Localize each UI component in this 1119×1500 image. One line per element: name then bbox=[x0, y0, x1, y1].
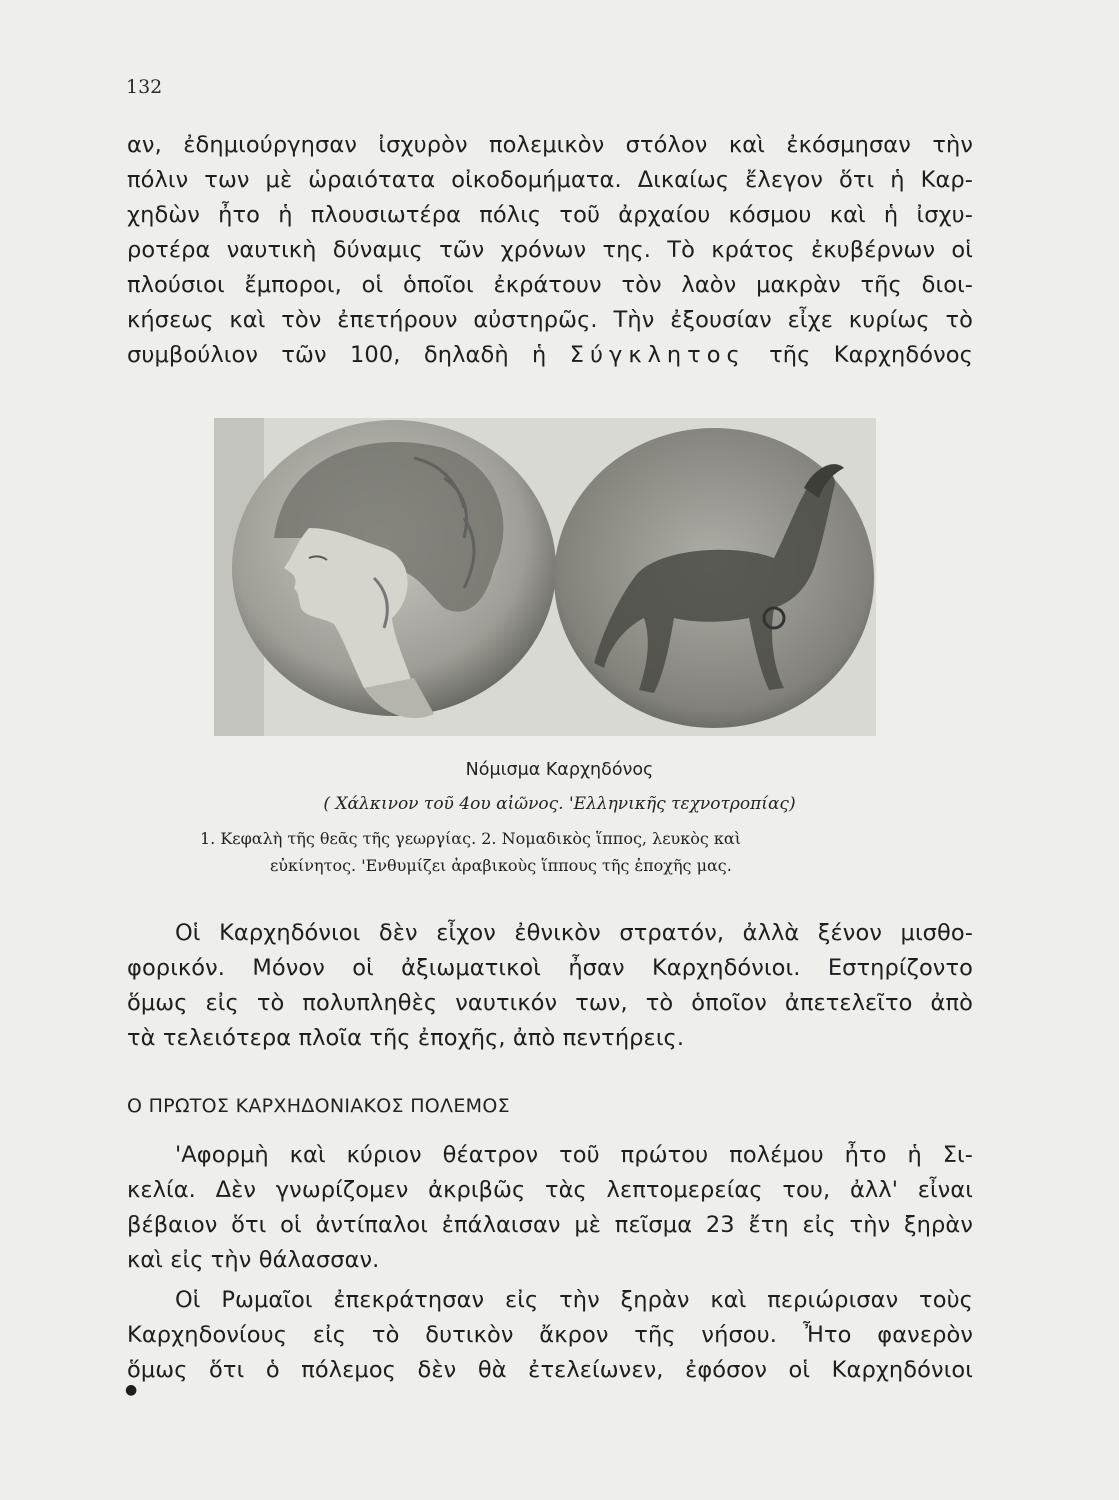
coin-reverse-horse bbox=[554, 428, 874, 728]
emphasized-word: Σύγκλητος bbox=[569, 342, 746, 368]
text-line: πόλιν των μὲ ὡραιότατα οἰκοδομήματα. Δικαίως ἔλεγον ὅτι ἡ Καρ- bbox=[127, 167, 973, 193]
ink-mark-icon: ● bbox=[125, 1382, 138, 1398]
coin-obverse-goddess-head bbox=[232, 420, 556, 718]
paragraph-first-war bbox=[127, 1138, 973, 1278]
caption-line: εὐκίνητος. 'Ενθυμίζει ἀραβικοὺς ἵππους τῆς ἐποχῆς μας. bbox=[270, 856, 732, 875]
text-line: Οἱ Ρωμαῖοι ἐπεκράτησαν εἰς τὴν ξηρὰν καὶ περιώρισαν τοὺς bbox=[175, 1287, 973, 1313]
text-line: χηδὼν ἦτο ἡ πλουσιωτέρα πόλις τοῦ ἀρχαίου κόσμου καὶ ἡ ἰσχυ- bbox=[127, 202, 973, 228]
text-line: 'Αφορμὴ καὶ κύριον θέατρον τοῦ πρώτου πολέμου ἦτο ἡ Σι- bbox=[175, 1142, 973, 1168]
page-number: 132 bbox=[126, 76, 163, 98]
text-line: κελία. Δὲν γνωρίζομεν ἀκριβῶς τὰς λεπτομερείας του, ἀλλ' εἶναι bbox=[127, 1177, 973, 1203]
text-line: κήσεως καὶ τὸν ἐπετήρουν αὐστηρῶς. Τὴν ἐξουσίαν εἶχε κυρίως τὸ bbox=[127, 307, 973, 333]
paragraph-mercenaries bbox=[127, 916, 973, 1056]
text-line: ροτέρα ναυτικὴ δύναμις τῶν χρόνων της. Τὸ κράτος ἐκυβέρνων οἱ bbox=[127, 237, 973, 263]
text-line: καὶ εἰς τὴν θάλασσαν. bbox=[127, 1247, 380, 1273]
text-fragment: τῆς Καρχηδόνος bbox=[769, 342, 973, 368]
paragraph-romans bbox=[127, 1283, 973, 1388]
figure-caption-subtitle: ( Χάλκινον τοῦ 4ου αἰῶνος. 'Ελληνικῆς τεχνοτροπίας) bbox=[323, 794, 796, 814]
section-heading: Ο ΠΡΩΤΟΣ ΚΑΡΧΗΔΟΝΙΑΚΟΣ ΠΟΛΕΜΟΣ bbox=[127, 1095, 510, 1117]
text-line: τὰ τελειότερα πλοῖα τῆς ἐποχῆς, ἀπὸ πεντήρεις. bbox=[127, 1025, 685, 1051]
text-fragment: συμβούλιον τῶν 100, δηλαδὴ ἡ bbox=[127, 342, 547, 368]
text-line: βέβαιον ὅτι οἱ ἀντίπαλοι ἐπάλαισαν μὲ πεῖσμα 23 ἔτη εἰς τὴν ξηρὰν bbox=[127, 1212, 973, 1238]
text-line: φορικόν. Μόνον οἱ ἀξιωματικοὶ ἦσαν Καρχηδόνιοι. Εστηρίζοντο bbox=[127, 955, 973, 981]
text-line: Καρχηδονίους εἰς τὸ δυτικὸν ἄκρον τῆς νήσου. Ἦτο φανερὸν bbox=[127, 1322, 973, 1348]
text-line: ὅμως εἰς τὸ πολυπληθὲς ναυτικόν των, τὸ ὁποῖον ἀπετελεῖτο ἀπὸ bbox=[127, 990, 973, 1016]
caption-line: 1. Κεφαλὴ τῆς θεᾶς τῆς γεωργίας. 2. Νομαδικὸς ἵππος, λευκὸς καὶ bbox=[200, 829, 741, 848]
figure-caption-title: Νόμισμα Καρχηδόνος bbox=[465, 760, 654, 780]
coin-photograph bbox=[214, 418, 876, 736]
figure-caption-description bbox=[200, 825, 910, 879]
text-line bbox=[127, 338, 973, 373]
text-line: ὅμως ὅτι ὁ πόλεμος δὲν θὰ ἐτελείωνεν, ἐφόσον οἱ Καρχηδόνιοι bbox=[127, 1357, 973, 1383]
paragraph-carthage-fleet bbox=[127, 128, 973, 373]
text-line: πλούσιοι ἔμποροι, οἱ ὁποῖοι ἐκράτουν τὸν λαὸν μακρὰν τῆς διοι- bbox=[127, 272, 973, 298]
text-line: αν, ἐδημιούργησαν ἰσχυρὸν πολεμικὸν στόλον καὶ ἐκόσμησαν τὴν bbox=[127, 132, 973, 158]
text-line: Οἱ Καρχηδόνιοι δὲν εἶχον ἐθνικὸν στρατόν, ἀλλὰ ξένον μισθο- bbox=[175, 920, 973, 946]
